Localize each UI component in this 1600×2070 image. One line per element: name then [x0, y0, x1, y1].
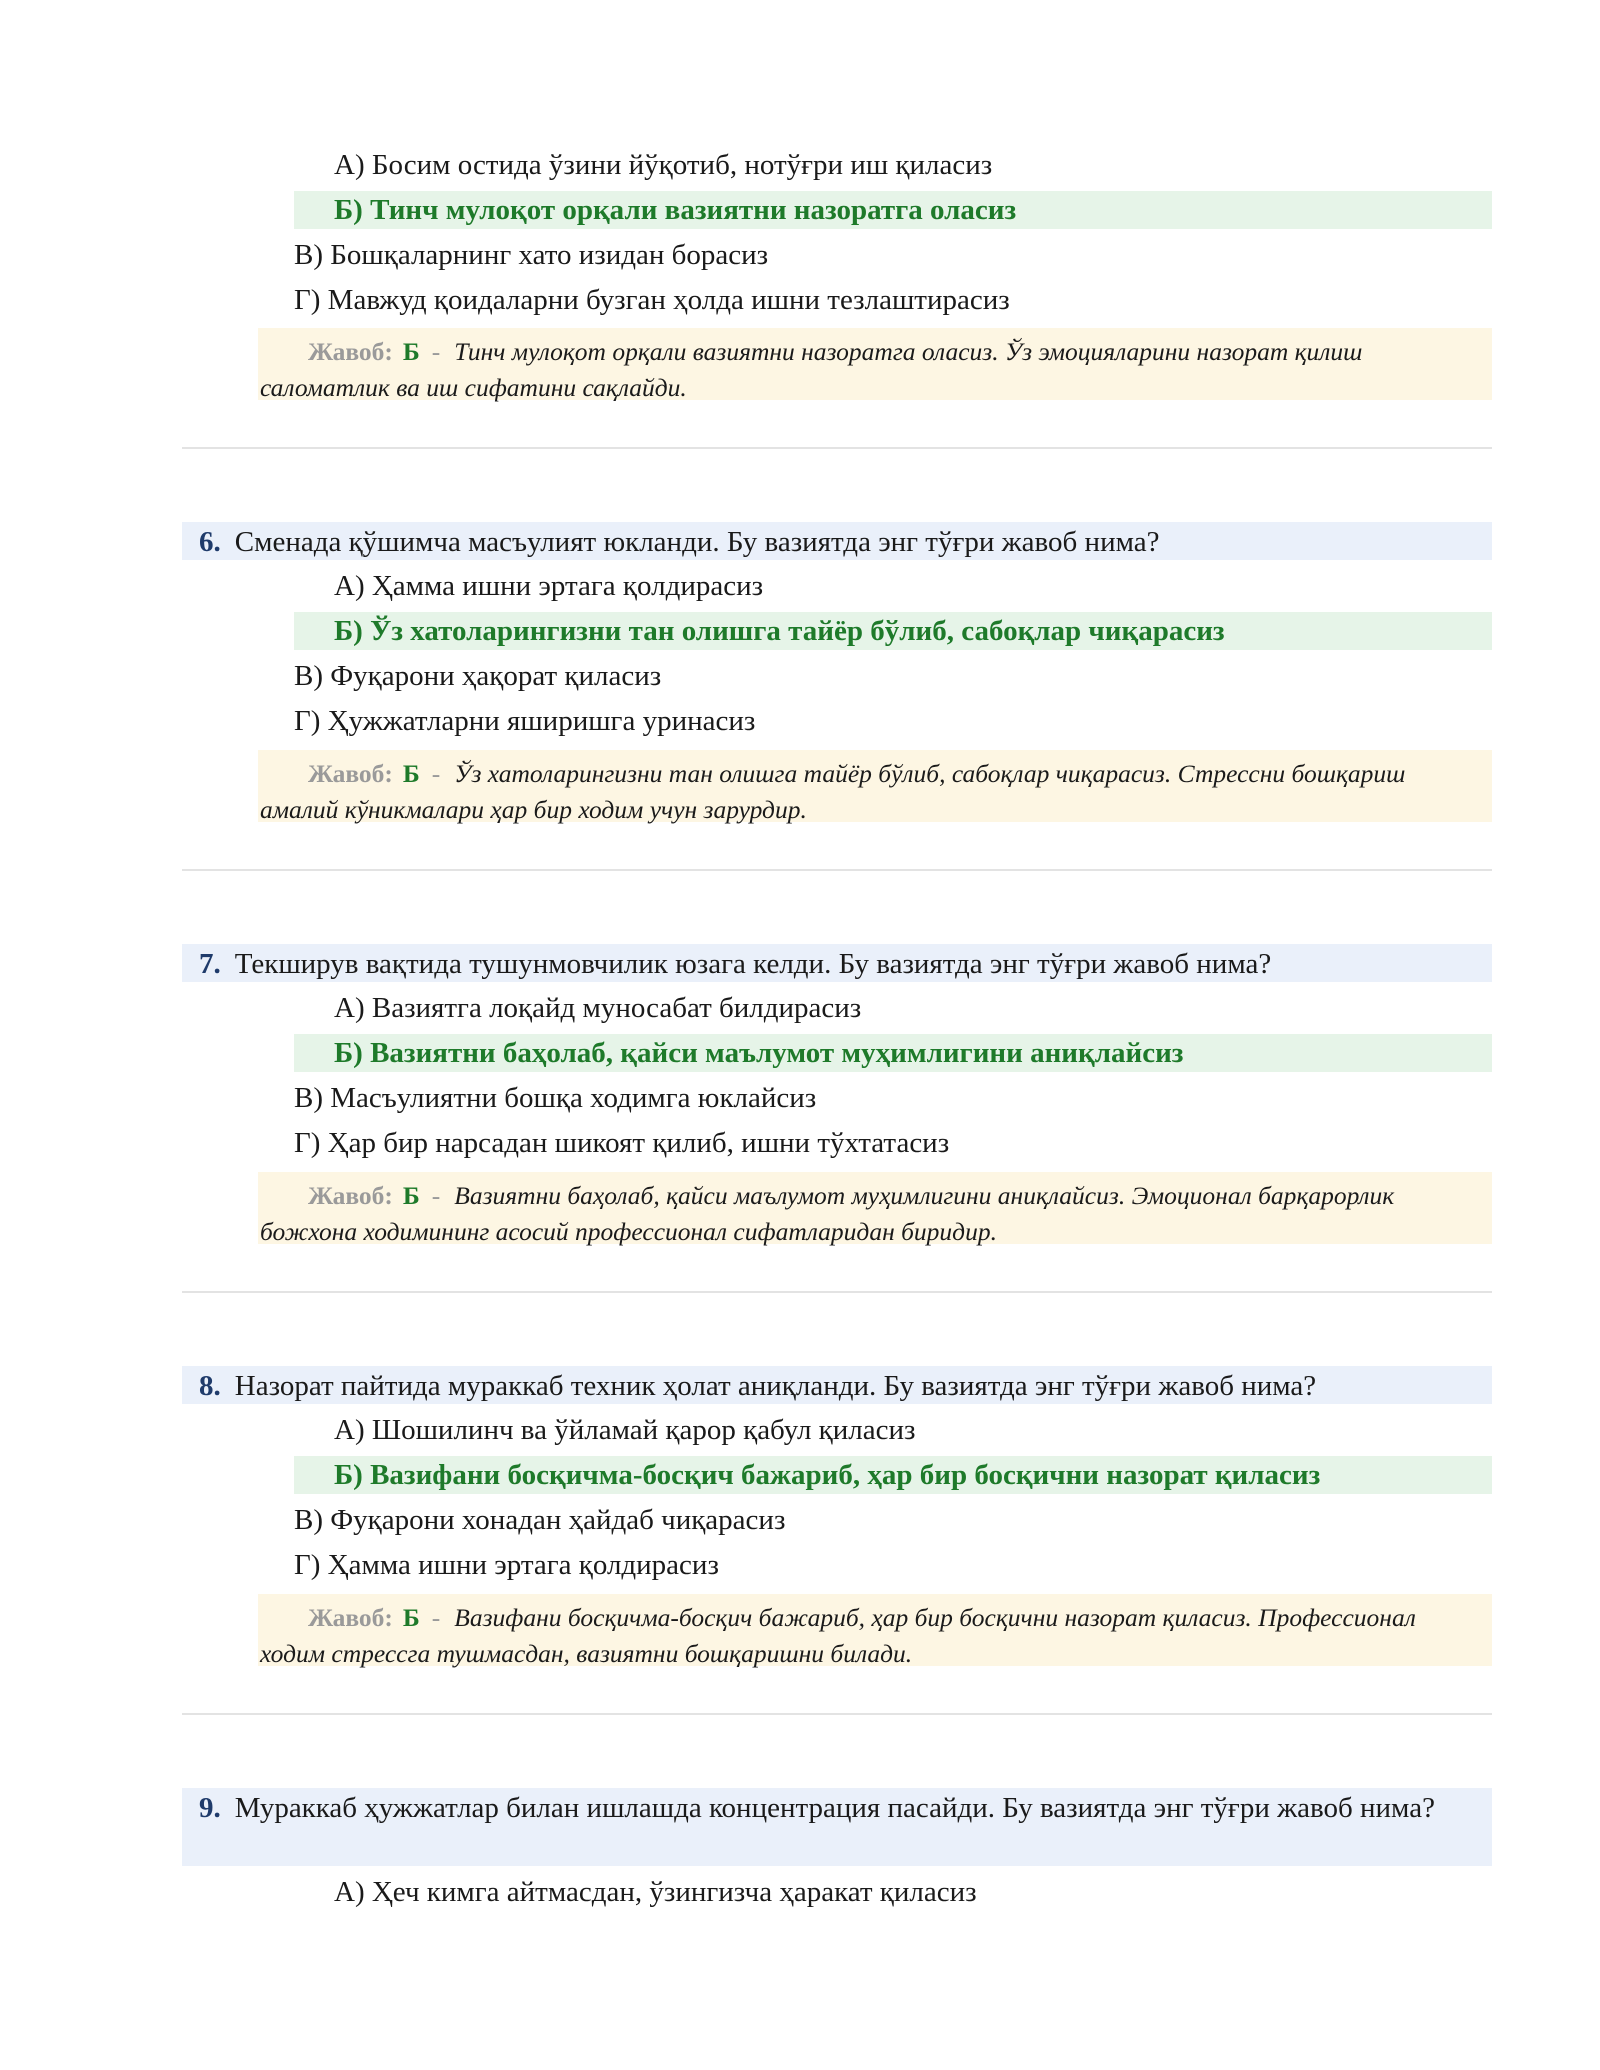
answer-box [258, 328, 1492, 400]
option-v: В) Фуқарони хонадан ҳайдаб чиқарасиз [294, 1504, 786, 1536]
question-6 [182, 522, 1492, 560]
option-a: А) Вазиятга лоқайд муносабат билдирасиз [334, 992, 862, 1024]
option-g: Г) Ҳужжатларни яширишга уринасиз [294, 705, 756, 737]
option-a: А) Ҳамма ишни эртага қолдирасиз [334, 570, 764, 602]
question-text: Текширув вақтида тушунмовчилик юзага келди. Бу вазиятда энг тўғри жавоб нима? [234, 948, 1272, 980]
question-7 [182, 944, 1492, 982]
option-b-correct: Б) Тинч мулоқот орқали вазиятни назоратга оласиз [294, 191, 1492, 229]
question-number: 6. [199, 526, 221, 558]
option-b-correct: Б) Вазифани босқичма-босқич бажариб, ҳар бир босқични назорат қиласиз [294, 1456, 1492, 1494]
answer-text: Ўз хатоларингизни тан олишга тайёр бўлиб, сабоқлар чиқарасиз. Стрессни бошқариш амалий кўникмалари ҳар бир ходим учун зарурдир. [260, 759, 1406, 824]
option-g: Г) Мавжуд қоидаларни бузган ҳолда ишни тезлаштирасиз [294, 284, 1010, 316]
question-9 [182, 1788, 1492, 1866]
question-text: Мураккаб ҳужжатлар билан ишлашда концентрация пасайди. Бу вазиятда энг тўғри жавоб нима? [234, 1792, 1435, 1824]
answer-label: Жавоб: [308, 1603, 393, 1632]
option-b-correct: Б) Ўз хатоларингизни тан олишга тайёр бўлиб, сабоқлар чиқарасиз [294, 612, 1492, 650]
option-a: А) Ҳеч кимга айтмасдан, ўзингизча ҳаракат қиласиз [334, 1876, 977, 1908]
answer-letter: Б [402, 759, 420, 788]
question-number: 7. [199, 948, 221, 980]
question-8 [182, 1366, 1492, 1404]
question-number: 9. [199, 1792, 221, 1824]
answer-dash: - [431, 1181, 441, 1210]
answer-text: Вазифани босқичма-босқич бажариб, ҳар бир босқични назорат қиласиз. Профессионал ходим стрессга тушмасдан, вазиятни бошқаришни билади. [260, 1603, 1416, 1668]
answer-dash: - [431, 759, 441, 788]
answer-label: Жавоб: [308, 1181, 393, 1210]
option-g: Г) Ҳамма ишни эртага қолдирасиз [294, 1549, 719, 1581]
question-number: 8. [199, 1370, 221, 1402]
answer-box [258, 1172, 1492, 1244]
option-v: В) Фуқарони ҳақорат қиласиз [294, 660, 662, 692]
question-text: Назорат пайтида мураккаб техник ҳолат аниқланди. Бу вазиятда энг тўғри жавоб нима? [234, 1370, 1317, 1402]
option-a: А) Шошилинч ва ўйламай қарор қабул қиласиз [334, 1414, 916, 1446]
answer-letter: Б [402, 1181, 420, 1210]
answer-letter: Б [402, 337, 420, 366]
answer-text: Тинч мулоқот орқали вазиятни назоратга оласиз. Ўз эмоцияларини назорат қилиш саломатлик ва иш сифатини сақлайди. [260, 337, 1363, 402]
divider [182, 1291, 1492, 1293]
divider [182, 447, 1492, 449]
answer-label: Жавоб: [308, 759, 393, 788]
answer-dash: - [431, 337, 441, 366]
answer-text: Вазиятни баҳолаб, қайси маълумот муҳимлигини аниқлайсиз. Эмоционал барқарорлик божхона ходимининг асосий профессионал сифатларидан биридир. [260, 1181, 1395, 1246]
option-g: Г) Ҳар бир нарсадан шикоят қилиб, ишни тўхтатасиз [294, 1127, 950, 1159]
option-v: В) Масъулиятни бошқа ходимга юклайсиз [294, 1082, 817, 1114]
answer-letter: Б [402, 1603, 420, 1632]
answer-label: Жавоб: [308, 337, 393, 366]
answer-box [258, 750, 1492, 822]
option-v: В) Бошқаларнинг хато изидан борасиз [294, 239, 769, 271]
divider [182, 869, 1492, 871]
answer-dash: - [431, 1603, 441, 1632]
answer-box [258, 1594, 1492, 1666]
question-block-5 [182, 0, 1492, 450]
question-text: Сменада қўшимча масъулият юкланди. Бу вазиятда энг тўғри жавоб нима? [234, 526, 1160, 558]
divider [182, 1713, 1492, 1715]
option-a: А) Босим остида ўзини йўқотиб, нотўғри иш қиласиз [334, 149, 993, 181]
option-b-correct: Б) Вазиятни баҳолаб, қайси маълумот муҳимлигини аниқлайсиз [294, 1034, 1492, 1072]
